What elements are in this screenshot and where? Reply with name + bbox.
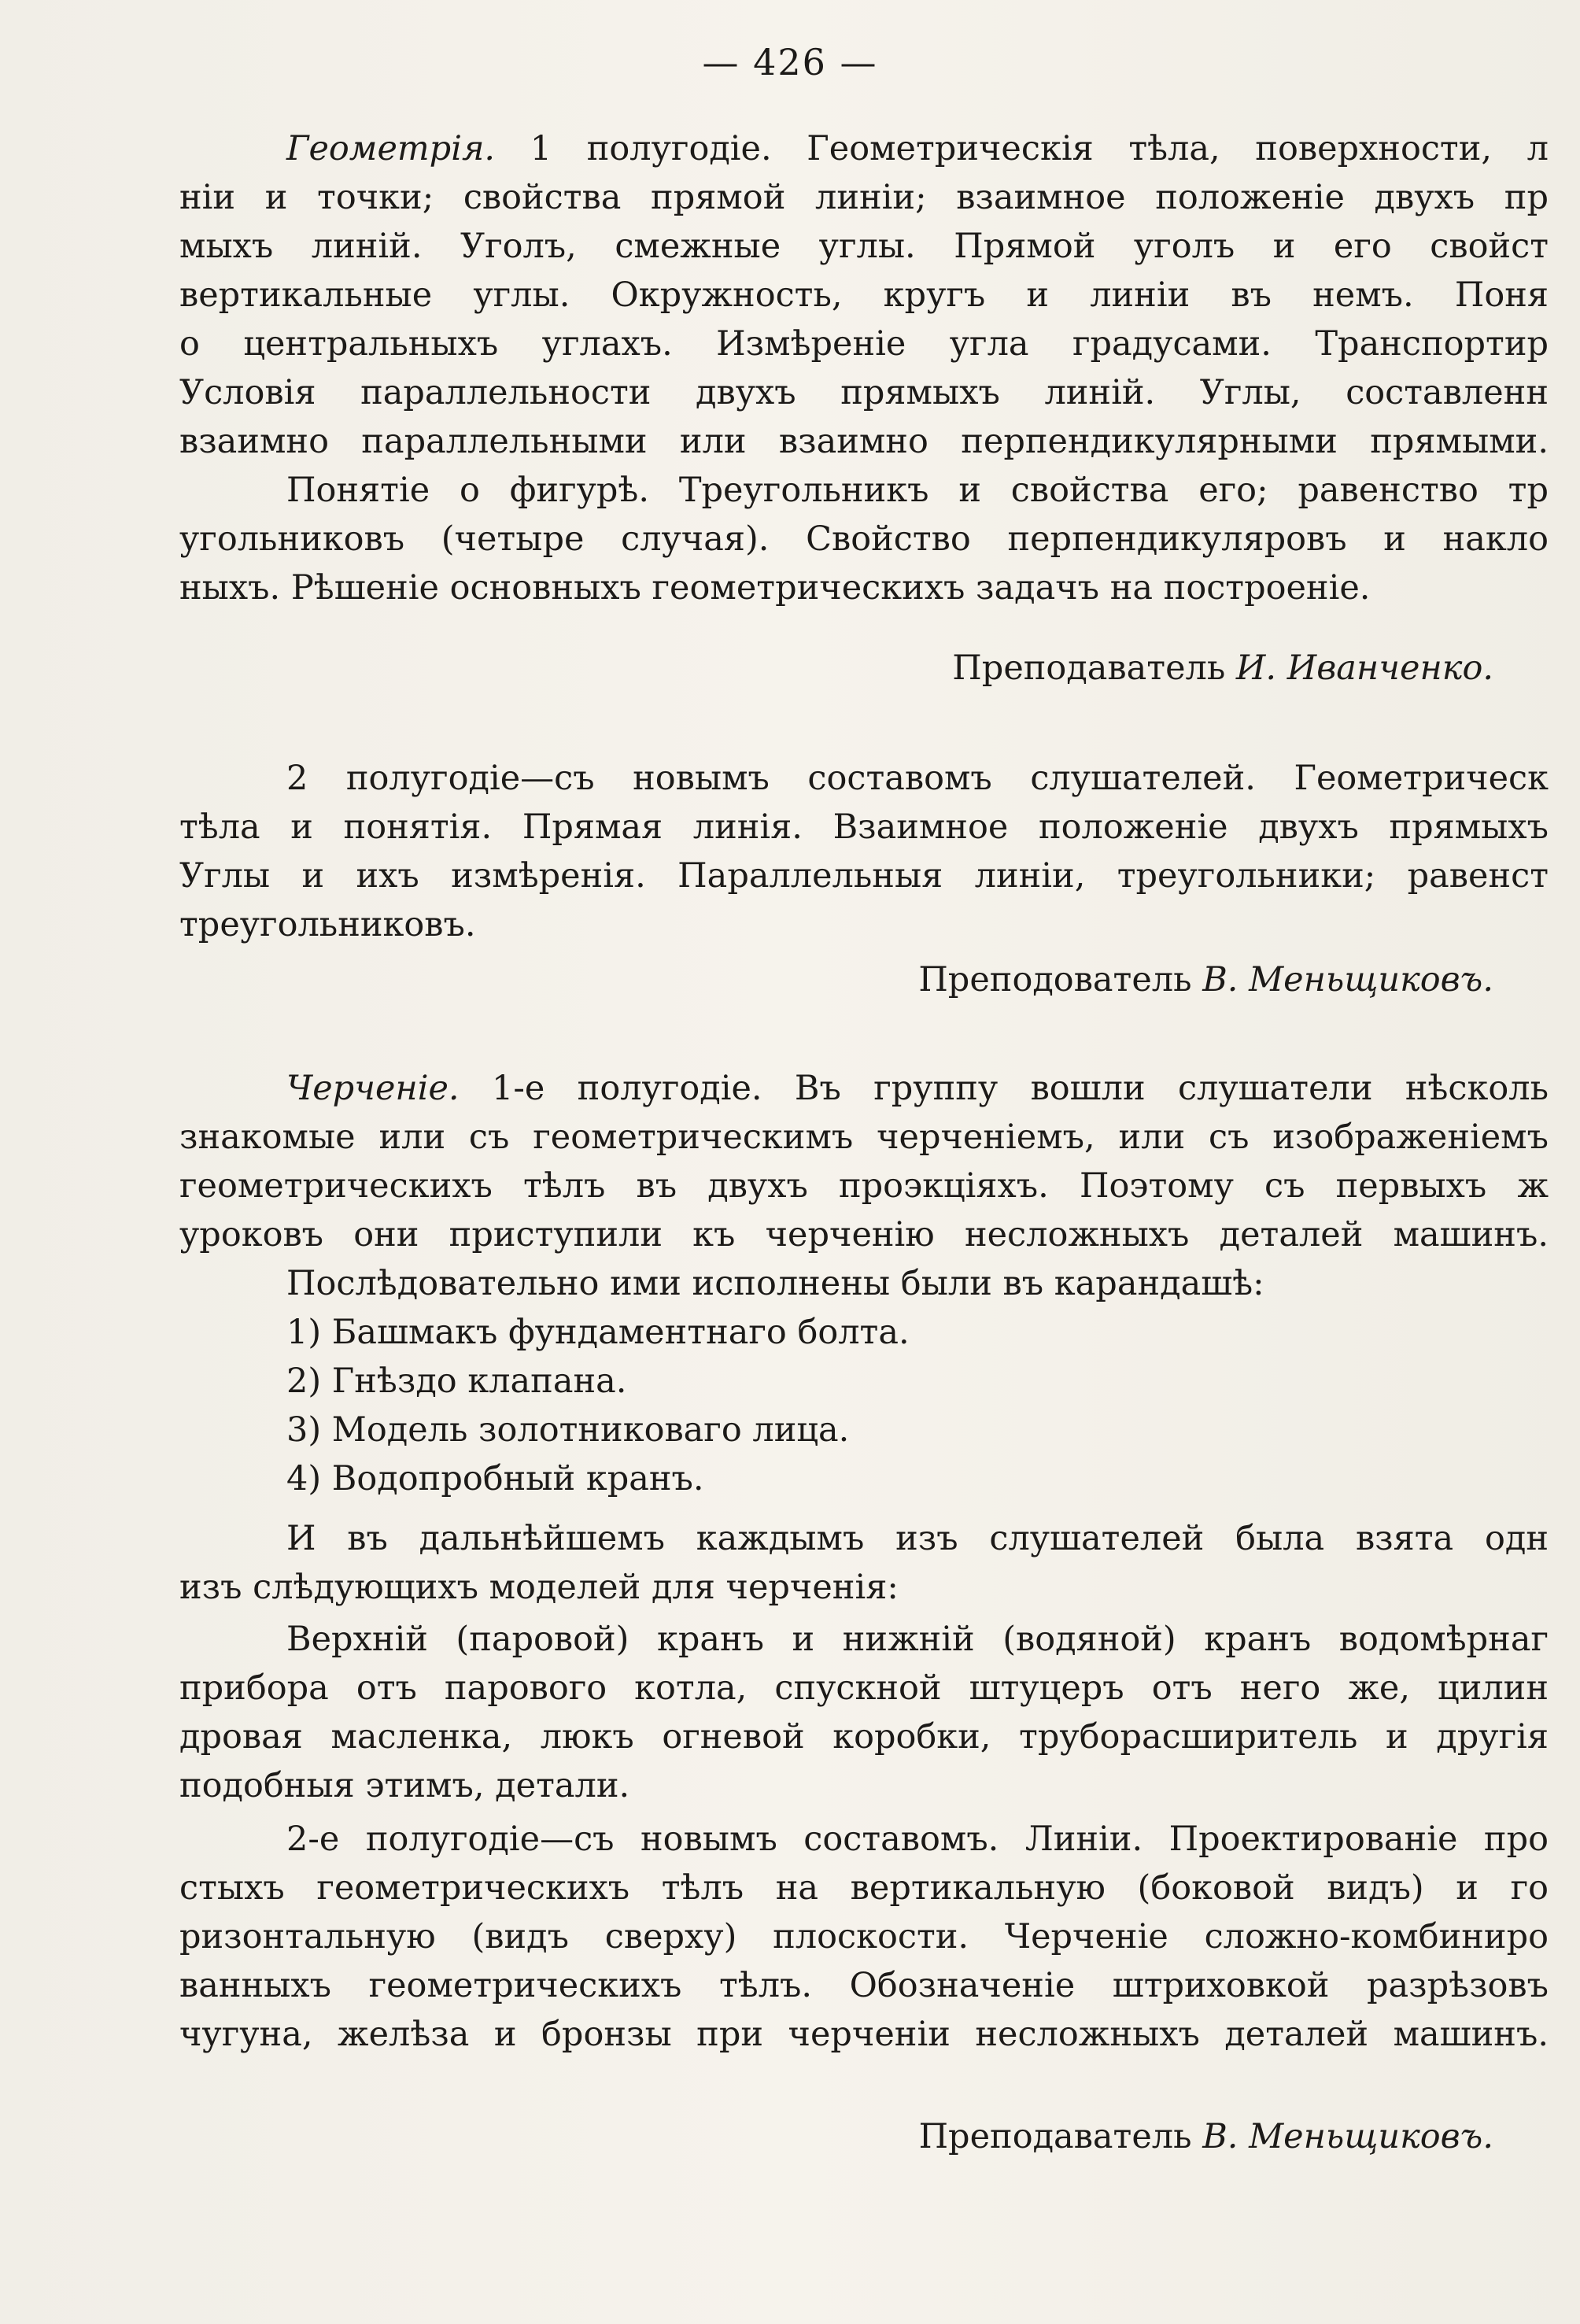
signature-menshchikov-2: Преподаватель В. Меньщиковъ. (918, 2117, 1493, 2156)
signature-ivanchenko: Преподаватель И. Иванченко. (952, 648, 1493, 688)
text-line: стыхъ геометрическихъ тѣлъ на вертикальную (боковой видъ) и го (179, 1868, 1549, 1908)
text-line: Углы и ихъ измѣренія. Параллельныя линіи, треугольники; равенст (179, 856, 1549, 896)
text-line: уроковъ они приступили къ черченію несложныхъ деталей машинъ. (179, 1215, 1549, 1254)
list-item: 3) Модель золотниковаго лица. (286, 1410, 850, 1450)
text-line: 2-е полугодіе—съ новымъ составомъ. Линіи. Проектированіе про (286, 1820, 1549, 1859)
text-line: Условія параллельности двухъ прямыхъ линій. Углы, составленн (179, 373, 1549, 412)
page-number: — 426 — (702, 41, 878, 83)
drawing-models (179, 1615, 1549, 1810)
text-line: дровая масленка, люкъ огневой коробки, труборасширитель и другія (179, 1717, 1549, 1757)
list-item: 1) Башмакъ фундаментнаго болта. (286, 1313, 910, 1352)
text-line: подобныя этимъ, детали. (179, 1766, 630, 1805)
text-line: ванныхъ геометрическихъ тѣлъ. Обозначеніе штриховкой разрѣзовъ (179, 1966, 1549, 2005)
drawing-line-1: Черченіе. 1-е полугодіе. Въ группу вошли слушатели нѣсколь (286, 1069, 1549, 1108)
list-item: 2) Гнѣздо клапана. (286, 1362, 627, 1401)
geometry-line-1: Геометрія. 1 полугодіе. Геометрическія тѣла, поверхности, л (286, 129, 1549, 168)
text-line: ризонтальную (видъ сверху) плоскости. Черченіе сложно-комбиниро (179, 1917, 1549, 1956)
text-line: треугольниковъ. (179, 905, 476, 944)
drawing-intro (179, 1064, 1549, 1308)
text-line: ныхъ. Рѣшеніе основныхъ геометрическихъ задачъ на построеніе. (179, 568, 1371, 608)
geometry-paragraph-1 (179, 124, 1549, 466)
drawing-list (179, 1308, 1549, 1503)
text-line: ніи и точки; свойства прямой линіи; взаимное положеніе двухъ пр (179, 178, 1549, 217)
drawing-semester-2 (179, 1815, 1549, 2059)
text-line: Послѣдовательно ими исполнены были въ карандашѣ: (286, 1264, 1264, 1303)
drawing-heading: Черченіе. (286, 1069, 460, 1108)
text-line: угольниковъ (четыре случая). Свойство перпендикуляровъ и накло (179, 519, 1549, 559)
geometry-part-2 (179, 754, 1549, 949)
list-item: 4) Водопробный кранъ. (286, 1459, 704, 1498)
text-line: взаимно параллельными или взаимно перпендикулярными прямыми. (179, 422, 1549, 461)
text-line: чугуна, желѣза и бронзы при черченіи несложныхъ деталей машинъ. (179, 2015, 1549, 2054)
text-line: И въ дальнѣйшемъ каждымъ изъ слушателей была взята одн (286, 1519, 1549, 1558)
text-line: геометрическихъ тѣлъ въ двухъ проэкціяхъ. Поэтому съ первыхъ ж (179, 1166, 1549, 1206)
text-line: мыхъ линій. Уголъ, смежные углы. Прямой уголъ и его свойст (179, 227, 1549, 266)
text-line: о центральныхъ углахъ. Измѣреніе угла градусами. Транспортир (179, 324, 1549, 364)
drawing-further (179, 1514, 1549, 1612)
text-line: вертикальные углы. Окружность, кругъ и линіи въ немъ. Поня (179, 275, 1549, 315)
text-line: Верхній (паровой) кранъ и нижній (водяной) кранъ водомѣрнаг (286, 1620, 1549, 1659)
text-line: Понятіе о фигурѣ. Треугольникъ и свойства его; равенство тр (286, 471, 1549, 510)
text-line: тѣла и понятія. Прямая линія. Взаимное положеніе двухъ прямыхъ (179, 807, 1549, 847)
text-line: знакомые или съ геометрическимъ черченіемъ, или съ изображеніемъ (179, 1118, 1549, 1157)
geometry-heading: Геометрія. (286, 129, 496, 168)
signature-menshchikov-1: Преподoватель В. Меньщиковъ. (918, 960, 1493, 999)
text-line: изъ слѣдующихъ моделей для черченія: (179, 1568, 899, 1607)
text-line: 2 полугодіе—съ новымъ составомъ слушателей. Геометрическ (286, 759, 1549, 798)
geometry-paragraph-2 (179, 466, 1549, 612)
text-line: прибора отъ парового котла, спускной штуцеръ отъ него же, цилин (179, 1668, 1549, 1708)
